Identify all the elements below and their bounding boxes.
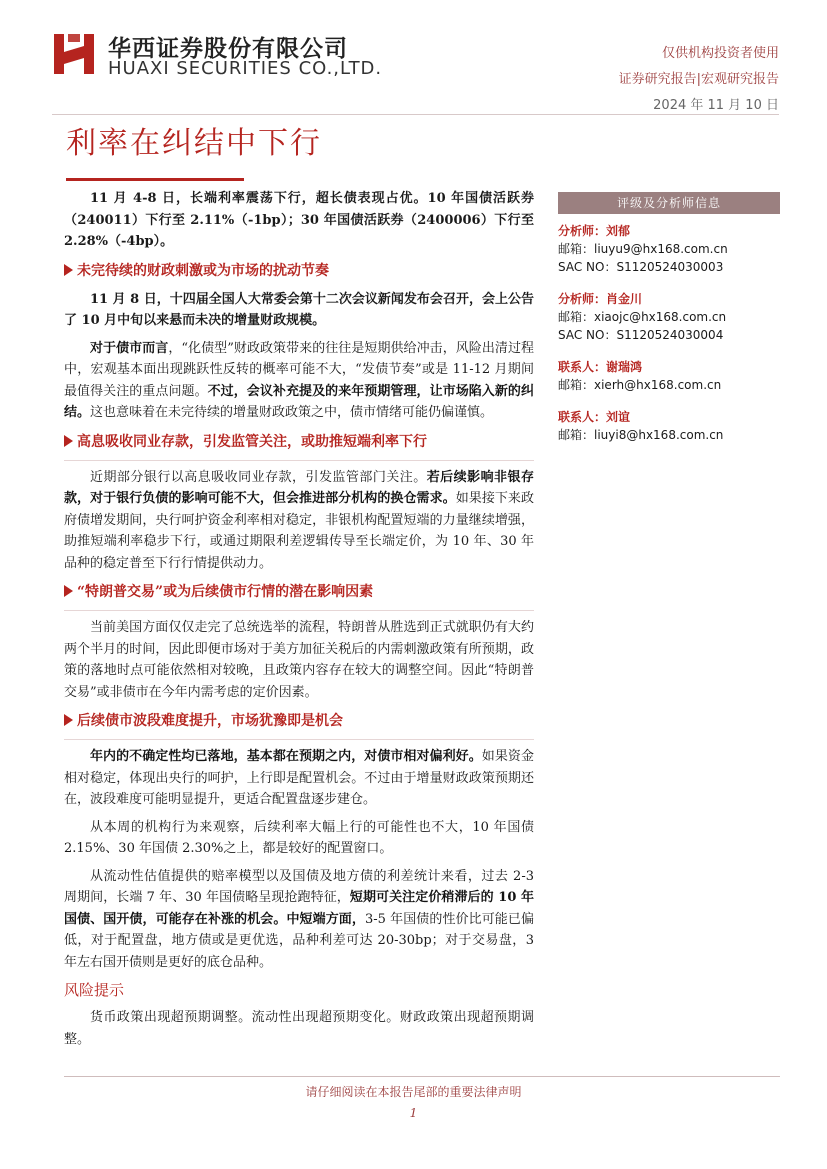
audience-note: 仅供机构投资者使用 [661,46,779,61]
analyst-email[interactable]: 邮箱：liuyu9@hx168.com.cn [558,242,728,256]
contact-email[interactable]: 邮箱：liuyi8@hx168.com.cn [558,428,724,442]
analyst-sac: SAC NO：S1120524030004 [558,328,724,342]
contact-name: 联系人：谢瑞鸿 [558,360,643,374]
triangle-bullet-icon [64,714,73,726]
company-name-en: HUAXI SECURITIES CO.,LTD. [108,58,383,79]
analyst-name: 分析师：肖金川 [558,292,643,306]
section-heading-outlook: 后续债市波段难度提升，市场犹豫即是机会 [64,709,534,733]
analyst-card [558,222,780,276]
section-divider [64,460,534,461]
report-type: 证券研究报告|宏观研究报告 [618,72,779,87]
trump-paragraph: 当前美国方面仅仅走完了总统选举的流程，特朗普从胜选到正式就职仍有大约两个半月的时间，因此即便市场对于美方加征关税后的内需刺激政策有所预期，政策的落地时点可能依然相对较晚，且政策内容存在较大的调整空间。因此“特朗普交易”或非债市在今年内需考虑的定价因素。 [64,620,534,700]
section-heading-trump: “特朗普交易”或为后续债市行情的潜在影响因素 [64,580,534,604]
analyst-email[interactable]: 邮箱：xiaojc@hx168.com.cn [558,310,727,324]
main-content [64,188,534,1056]
contact-name: 联系人：刘谊 [558,410,631,424]
risk-paragraph: 货币政策出现超预期调整。流动性出现超预期变化。财政政策出现超预期调整。 [64,1010,534,1047]
analyst-card [558,290,780,344]
risk-heading: 风险提示 [64,981,125,999]
section-divider [64,739,534,740]
page-number: 1 [409,1106,418,1120]
footer-divider [64,1076,780,1077]
triangle-bullet-icon [64,264,73,276]
outlook-paragraph-1: 年内的不确定性均已落地，基本都在预期之内，对债市相对偏利好。如果资金相对稳定，体现出央行的呵护，上行即是配置机会。不过由于增量财政政策预期还在，波段难度可能明显提升，更适合配置盘逐步建仓。 [64,749,534,807]
fiscal-paragraph-1: 11 月 8 日，十四届全国人大常委会第十二次会议新闻发布会召开，会上公告了 10 月中旬以来悬而未决的增量财政规模。 [64,291,534,328]
triangle-bullet-icon [64,435,73,447]
company-name-cn: 华西证券股份有限公司 [108,36,348,62]
outlook-paragraph-3: 从流动性估值提供的赔率模型以及国债及地方债的利差统计来看，过去 2-3 周期间，长端 7 年、30 年国债略呈现抢跑特征，短期可关注定价稍滞后的 10 年国债、国开债，可能存在补涨的机会。中短端方面，3-5 年国债的性价比可能已偏低，对于配置盘，地方债或是更优选，品种利差可达 20-30bp；对于交易盘，3 年左右国开债则是更好的底仓品种。 [64,868,534,970]
section-heading-fiscal: 未完待续的财政刺激或为市场的扰动节奏 [64,259,534,283]
huaxi-logo-icon [52,32,96,76]
title-underline [66,178,244,181]
fiscal-paragraph-2: 对于债市而言，“化债型”财政政策带来的往往是短期供给冲击，风险出清过程中，宏观基本面出现跳跃性反转的概率可能不大，“发债节奏”或是 11-12 月期间最值得关注的重点问题。不过，会议补充提及的来年预期管理，让市场陷入新的纠结。这也意味着在未完待续的增量财政政策之中，债市情绪可能仍偏谨慎。 [64,340,534,420]
triangle-bullet-icon [64,585,73,597]
legal-notice: 请仔细阅读在本报告尾部的重要法律声明 [305,1085,522,1099]
analyst-name: 分析师：刘郁 [558,224,631,238]
interbank-paragraph: 近期部分银行以高息吸收同业存款，引发监管部门关注。若后续影响非银存款，对于银行负债的影响可能不大，但会推进部分机构的换仓需求。如果接下来政府债增发期间，央行呵护资金利率相对稳定，非银机构配置短端的力量继续增强，助推短端利率稳步下行，或通过期限利差逻辑传导至长端定价，为 10 年、30 年品种的稳定普至下行行情提供动力。 [64,469,534,571]
report-date: 2024 年 11 月 10 日 [653,98,779,113]
summary-paragraph: 11 月 4-8 日，长端利率震荡下行，超长债表现占优。10 年国债活跃券（240011）下行至 2.11%（-1bp）；30 年国债活跃券（2400006）下行至 2.28%（-4bp）。 [64,191,534,249]
outlook-paragraph-2: 从本周的机构行为来观察，后续利率大幅上行的可能性也不大，10 年国债 2.15%、30 年国债 2.30%之上，都是较好的配置窗口。 [64,819,534,856]
contact-card [558,408,780,444]
contact-email[interactable]: 邮箱：xierh@hx168.com.cn [558,378,722,392]
page-title: 利率在纠结中下行 [66,126,322,161]
contact-card [558,358,780,394]
section-heading-interbank: 高息吸收同业存款，引发监管关注，或助推短端利率下行 [64,430,534,454]
analyst-sidebar [558,192,780,444]
analyst-sac: SAC NO：S1120524030003 [558,260,724,274]
header-divider [52,114,779,115]
section-divider [64,610,534,611]
sidebar-heading: 评级及分析师信息 [558,192,780,214]
